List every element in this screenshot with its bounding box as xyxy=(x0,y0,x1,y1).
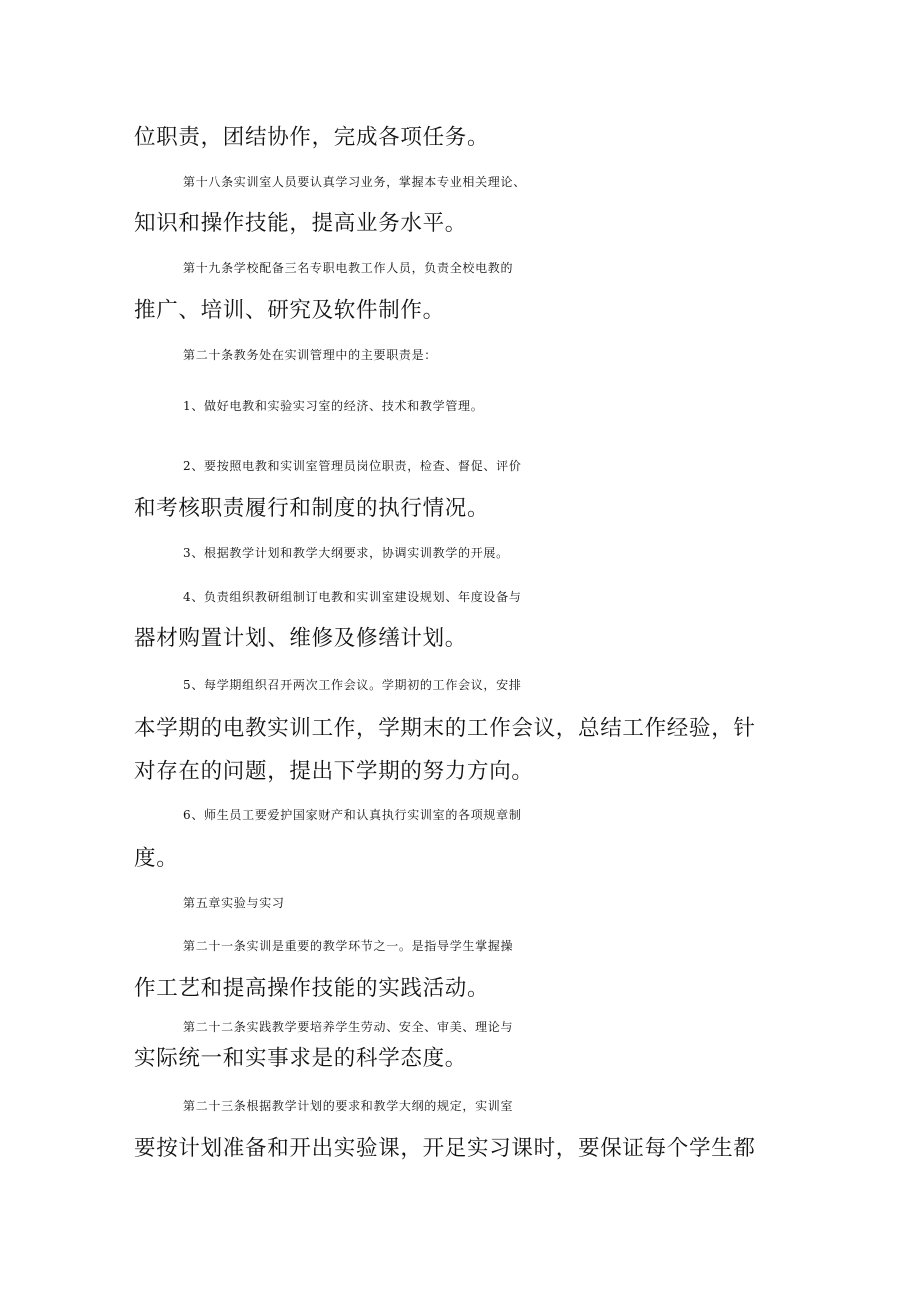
text-line: 推广、培训、研究及软件制作。 xyxy=(134,298,445,323)
text-line: 4、负责组织教研组制订电教和实训室建设规划、年度设备与 xyxy=(183,590,522,604)
text-line: 6、师生员工要爱护国家财产和认真执行实训室的各项规章制 xyxy=(183,808,522,822)
text-line: 3、根据教学计划和教学大纲要求，协调实训教学的开展。 xyxy=(183,546,509,560)
text-line: 第二十三条根据教学计划的要求和教学大纲的规定，实训室 xyxy=(183,1099,514,1113)
text-line: 第十九条学校配备三名专职电教工作人员，负责全校电教的 xyxy=(183,261,514,275)
text-line: 2、要按照电教和实训室管理员岗位职责，检查、督促、评价 xyxy=(183,459,522,473)
text-line: 位职责，团结协作，完成各项任务。 xyxy=(134,125,490,150)
text-line: 作工艺和提高操作技能的实践活动。 xyxy=(134,976,490,1001)
text-line: 实际统一和实事求是的科学态度。 xyxy=(134,1046,468,1071)
text-line: 第二十条教务处在实训管理中的主要职责是： xyxy=(183,348,438,362)
text-line: 对存在的问题，提出下学期的努力方向。 xyxy=(134,759,534,784)
text-line: 5、每学期组织召开两次工作会议。学期初的工作会议，安排 xyxy=(183,678,522,692)
text-line: 度。 xyxy=(134,846,179,871)
text-line: 本学期的电教实训工作，学期末的工作会议，总结工作经验，针 xyxy=(134,716,756,741)
text-line: 器材购置计划、维修及修缮计划。 xyxy=(134,626,468,651)
text-line: 第二十二条实践教学要培养学生劳动、安全、审美、理论与 xyxy=(183,1020,514,1034)
text-line: 要按计划准备和开出实验课，开足实习课时，要保证每个学生都 xyxy=(134,1136,756,1161)
text-line: 第二十一条实训是重要的教学环节之一。是指导学生掌握操 xyxy=(183,939,514,953)
text-line: 第十八条实训室人员要认真学习业务，掌握本专业相关理论、 xyxy=(183,175,526,189)
text-line: 和考核职责履行和制度的执行情况。 xyxy=(134,496,490,521)
section-heading: 第五章实验与实习 xyxy=(183,896,285,910)
text-line: 知识和操作技能，提高业务水平。 xyxy=(134,211,468,236)
text-line: 1、做好电教和实验实习室的经济、技术和教学管理。 xyxy=(183,399,484,413)
